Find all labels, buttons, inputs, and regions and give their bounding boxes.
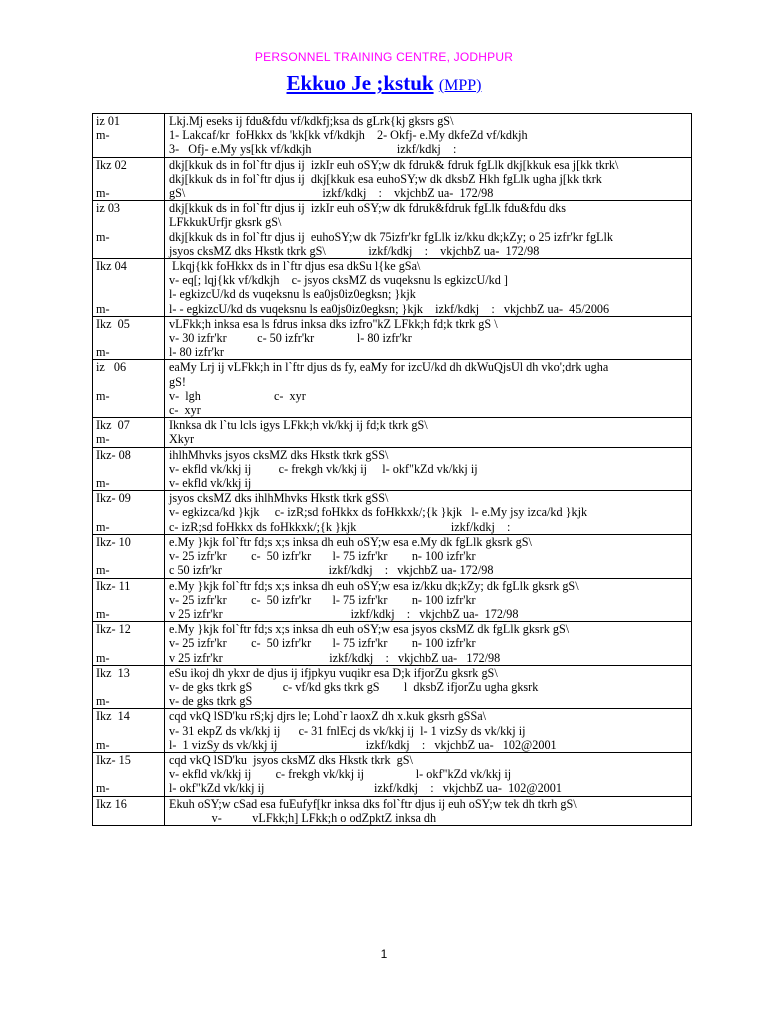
text-line: l- - egkizcU/kd ds vuqeksnu ls ea0js0iz0egksn; }kjk izkf/kdkj : vkjchbZ ua- 45/2006 xyxy=(169,301,610,316)
text-line: v- ekfld vk/kkj ij c- frekgh vk/kkj ij l- okf"kZd vk/kkj ij xyxy=(169,767,512,782)
text-line: dkj[kkuk ds in fol`ftr djus ij izkIr euh oSY;w dk fdruk& fdruk fgLlk dkj[kkuk esa j[kk tkrk\ xyxy=(169,157,619,172)
question-number-cell xyxy=(93,665,165,709)
text-line: l- egkizcU/kd ds vuqeksnu ls ea0js0iz0egksn; }kjk xyxy=(169,287,416,302)
question-number-cell xyxy=(93,622,165,666)
question-number-cell xyxy=(93,259,165,317)
number-line: m- xyxy=(96,186,110,201)
question-text-cell xyxy=(165,157,692,201)
question-text-cell xyxy=(165,447,692,491)
number-line: Ikz- 12 xyxy=(96,622,131,637)
question-table-body xyxy=(93,114,692,826)
text-line: vLFkk;h inksa esa ls fdrus inksa dks izfro"kZ LFkk;h fd;k tkrk gS \ xyxy=(169,316,498,331)
number-line: m- xyxy=(96,388,110,403)
question-text-cell xyxy=(165,418,692,447)
question-text-cell xyxy=(165,491,692,535)
number-line: iz 06 xyxy=(96,360,127,375)
question-text-cell xyxy=(165,578,692,622)
number-line: m- xyxy=(96,519,110,534)
number-line: m- xyxy=(96,737,110,752)
text-line: v- ekfld vk/kkj ij c- frekgh vk/kkj ij l- okf"kZd vk/kkj ij xyxy=(169,461,478,476)
title-suffix: (MPP) xyxy=(438,77,482,94)
question-row xyxy=(93,360,692,418)
number-line: Ikz- 08 xyxy=(96,447,131,462)
text-line: eSu ikoj dh ykxr de djus ij ifjpkyu vuqikr esa D;k ifjorZu gksrk gS\ xyxy=(169,665,498,680)
title-main: Ekkuo Je ;kstuk xyxy=(286,71,434,95)
question-text-cell xyxy=(165,709,692,753)
number-line: m- xyxy=(96,563,110,578)
question-number-cell xyxy=(93,316,165,360)
text-line: gS\ izkf/kdkj : vkjchbZ ua- 172/98 xyxy=(169,186,494,201)
question-number-cell xyxy=(93,447,165,491)
number-line xyxy=(96,549,160,563)
number-line: m- xyxy=(96,229,110,244)
number-line: m- xyxy=(96,345,110,360)
number-line xyxy=(96,462,160,476)
question-text-cell xyxy=(165,316,692,360)
question-row xyxy=(93,114,692,158)
text-line: c- izR;sd foHkkx ds foHkkxk/;{k }kjk izkf/kdkj : xyxy=(169,519,511,534)
number-line xyxy=(96,331,160,345)
question-text-cell xyxy=(165,665,692,709)
number-line: Ikz 04 xyxy=(96,259,127,274)
question-text-cell xyxy=(165,796,692,825)
number-line: Ikz 13 xyxy=(96,665,130,680)
number-line xyxy=(96,636,160,650)
number-line: Ikz 14 xyxy=(96,709,130,724)
text-line: l- okf"kZd vk/kkj ij izkf/kdkj : vkjchbZ ua- 102@2001 xyxy=(169,781,562,796)
text-line: cqd vkQ lSD'ku rS;kj djrs le; Lohd`r laoxZ dh x.kuk gksrh gSSa\ xyxy=(169,709,487,724)
number-line: Ikz- 10 xyxy=(96,534,131,549)
question-number-cell xyxy=(93,578,165,622)
question-row xyxy=(93,201,692,259)
text-line: v- egkizca/kd }kjk c- izR;sd foHkkx ds foHkkxk/;{k }kjk l- e.My jsy izca/kd }kjk xyxy=(169,505,588,520)
number-line xyxy=(96,593,160,607)
text-line: v 25 izfr'kr izkf/kdkj : vkjchbZ ua- 172/98 xyxy=(169,606,519,621)
text-line: v- 30 izfr'kr c- 50 izfr'kr l- 80 izfr'kr xyxy=(169,331,412,346)
question-text-cell xyxy=(165,259,692,317)
text-line: c 50 izfr'kr izkf/kdkj : vkjchbZ ua- 172/98 xyxy=(169,563,494,578)
number-line xyxy=(96,403,160,417)
number-line: Ikz 02 xyxy=(96,157,127,172)
number-line xyxy=(96,287,160,301)
question-text-cell xyxy=(165,622,692,666)
question-number-cell xyxy=(93,796,165,825)
number-line: Ikz- 11 xyxy=(96,578,131,593)
text-line: l- 1 vizSy ds vk/kkj ij izkf/kdkj : vkjchbZ ua- 102@2001 xyxy=(169,737,557,752)
text-line: dkj[kkuk ds in fol`ftr djus ij euhoSY;w dk 75izfr'kr fgLlk iz/kku dk;kZy; o 25 izfr'kr fgLlk xyxy=(169,229,613,244)
text-line: Ekuh oSY;w cSad esa fuEufyf[kr inksa dks fol`ftr djus ij euh oSY;w tek dh tkrh gS\ xyxy=(169,796,577,811)
number-line: iz 03 xyxy=(96,201,121,216)
question-row xyxy=(93,418,692,447)
number-line: Ikz 07 xyxy=(96,418,130,433)
number-line: Ikz 05 xyxy=(96,316,130,331)
number-line xyxy=(96,172,160,186)
text-line: c- xyr xyxy=(169,403,201,418)
text-line: v- de gks tkrk gS c- vf/kd gks tkrk gS l dksbZ ifjorZu ugha gksrk xyxy=(169,679,539,694)
page-title xyxy=(0,68,768,101)
question-row xyxy=(93,578,692,622)
text-line: l- 80 izfr'kr xyxy=(169,345,224,360)
number-line: m- xyxy=(96,128,110,143)
question-row xyxy=(93,709,692,753)
question-row xyxy=(93,622,692,666)
question-row xyxy=(93,796,692,825)
question-number-cell xyxy=(93,114,165,158)
text-line: v- lgh c- xyr xyxy=(169,388,306,403)
text-line: Xkyr xyxy=(169,432,195,447)
question-number-cell xyxy=(93,491,165,535)
question-number-cell xyxy=(93,360,165,418)
question-row xyxy=(93,316,692,360)
text-line: Lkj.Mj eseks ij fdu&fdu vf/kdkfj;ksa ds gLrk{kj gksrs gS\ xyxy=(169,114,454,128)
number-line: m- xyxy=(96,432,110,447)
text-line: 3- Ofj- e.My ys[kk vf/kdkjh izkf/kdkj : xyxy=(169,142,457,157)
number-line: m- xyxy=(96,301,110,316)
text-line: e.My }kjk fol`ftr fd;s x;s inksa dh euh oSY;w esa jsyos cksMZ dk fgLlk gksrk gS\ xyxy=(169,622,570,637)
question-text-cell xyxy=(165,752,692,796)
question-row xyxy=(93,259,692,317)
number-line xyxy=(96,244,160,258)
number-line: m- xyxy=(96,781,110,796)
number-line xyxy=(96,142,160,156)
question-number-cell xyxy=(93,709,165,753)
question-text-cell xyxy=(165,201,692,259)
text-line: dkj[kkuk ds in fol`ftr djus ij izkIr euh oSY;w dk fdruk&fdruk fgLlk fdu&fdu dks xyxy=(169,201,566,216)
text-line: e.My }kjk fol`ftr fd;s x;s inksa dh euh oSY;w esa iz/kku dk;kZy; dk fgLlk gksrk gS\ xyxy=(169,578,579,593)
text-line: v- 31 ekpZ ds vk/kkj ij c- 31 fnlEcj ds vk/kkj ij l- 1 vizSy ds vk/kkj ij xyxy=(169,723,526,738)
number-line: m- xyxy=(96,606,110,621)
org-heading: PERSONNEL TRAINING CENTRE, JODHPUR xyxy=(254,50,514,64)
text-line: eaMy Lrj ij vLFkk;h in l`ftr djus ds fy, eaMy for izcU/kd dh dkWuQjsUl dh vko';drk ugha xyxy=(169,360,609,375)
number-line: m- xyxy=(96,694,110,709)
number-line: Ikz- 09 xyxy=(96,491,131,506)
question-number-cell xyxy=(93,534,165,578)
number-line xyxy=(96,375,160,389)
question-row xyxy=(93,491,692,535)
text-line: v- 25 izfr'kr c- 50 izfr'kr l- 75 izfr'kr n- 100 izfr'kr xyxy=(169,549,476,564)
number-line xyxy=(96,505,160,519)
question-row xyxy=(93,665,692,709)
text-line: v- ekfld vk/kkj ij xyxy=(169,476,252,491)
question-row xyxy=(93,752,692,796)
text-line: v- de gks tkrk gS xyxy=(169,694,253,709)
number-line: iz 01 xyxy=(96,114,121,128)
number-line xyxy=(96,767,160,781)
text-line: e.My }kjk fol`ftr fd;s x;s inksa dh euh oSY;w esa e.My dk fgLlk gksrk gS\ xyxy=(169,534,532,549)
text-line: cqd vkQ lSD'ku jsyos cksMZ dks Hkstk tkrk gS\ xyxy=(169,752,413,767)
question-number-cell xyxy=(93,752,165,796)
text-line: 1- Lakcaf/kr foHkkx ds 'kk[kk vf/kdkjh 2- Okfj- e.My dkfeZd vf/kdkjh xyxy=(169,128,528,143)
text-line: v- 25 izfr'kr c- 50 izfr'kr l- 75 izfr'kr n- 100 izfr'kr xyxy=(169,592,476,607)
question-number-cell xyxy=(93,201,165,259)
question-text-cell xyxy=(165,534,692,578)
text-line: v 25 izfr'kr izkf/kdkj : vkjchbZ ua- 172/98 xyxy=(169,650,501,665)
question-row xyxy=(93,447,692,491)
text-line: jsyos cksMZ dks ihlhMhvks Hkstk tkrk gSS\ xyxy=(169,491,389,506)
number-line xyxy=(96,680,160,694)
text-line: gS! xyxy=(169,374,186,389)
text-line: LFkkukUrfjr gksrk gS\ xyxy=(169,215,282,230)
number-line xyxy=(96,811,160,825)
question-row xyxy=(93,534,692,578)
text-line: v- eq[; lqj{kk vf/kdkjh c- jsyos cksMZ ds vuqeksnu ls egkizcU/kd ] xyxy=(169,273,508,288)
number-line xyxy=(96,215,160,229)
question-number-cell xyxy=(93,418,165,447)
text-line: jsyos cksMZ dks Hkstk tkrk gS\ izkf/kdkj : vkjchbZ ua- 172/98 xyxy=(169,243,540,258)
number-line: Ikz 16 xyxy=(96,796,127,811)
number-line xyxy=(96,273,160,287)
question-table xyxy=(92,113,692,826)
number-line: m- xyxy=(96,650,110,665)
number-line: m- xyxy=(96,476,110,491)
question-row xyxy=(93,157,692,201)
text-line: v- vLFkk;h] LFkk;h o odZpktZ inksa dh xyxy=(169,810,437,825)
number-line: Ikz- 15 xyxy=(96,752,131,767)
question-text-cell xyxy=(165,360,692,418)
text-line: Lkqj{kk foHkkx ds in l`ftr djus esa dkSu l{ke gSa\ xyxy=(169,259,421,274)
text-line: v- 25 izfr'kr c- 50 izfr'kr l- 75 izfr'kr n- 100 izfr'kr xyxy=(169,636,476,651)
text-line: Iknksa dk l`tu lcls igys LFkk;h vk/kkj ij fd;k tkrk gS\ xyxy=(169,418,428,433)
question-number-cell xyxy=(93,157,165,201)
number-line xyxy=(96,724,160,738)
question-text-cell xyxy=(165,114,692,158)
text-line: ihlhMhvks jsyos cksMZ dks Hkstk tkrk gSS\ xyxy=(169,447,389,462)
text-line: dkj[kkuk ds in fol`ftr djus ij dkj[kkuk esa euhoSY;w dk dksbZ Hkh fgLlk ugha j[kk tkrk xyxy=(169,171,602,186)
page-number: 1 xyxy=(380,947,388,961)
